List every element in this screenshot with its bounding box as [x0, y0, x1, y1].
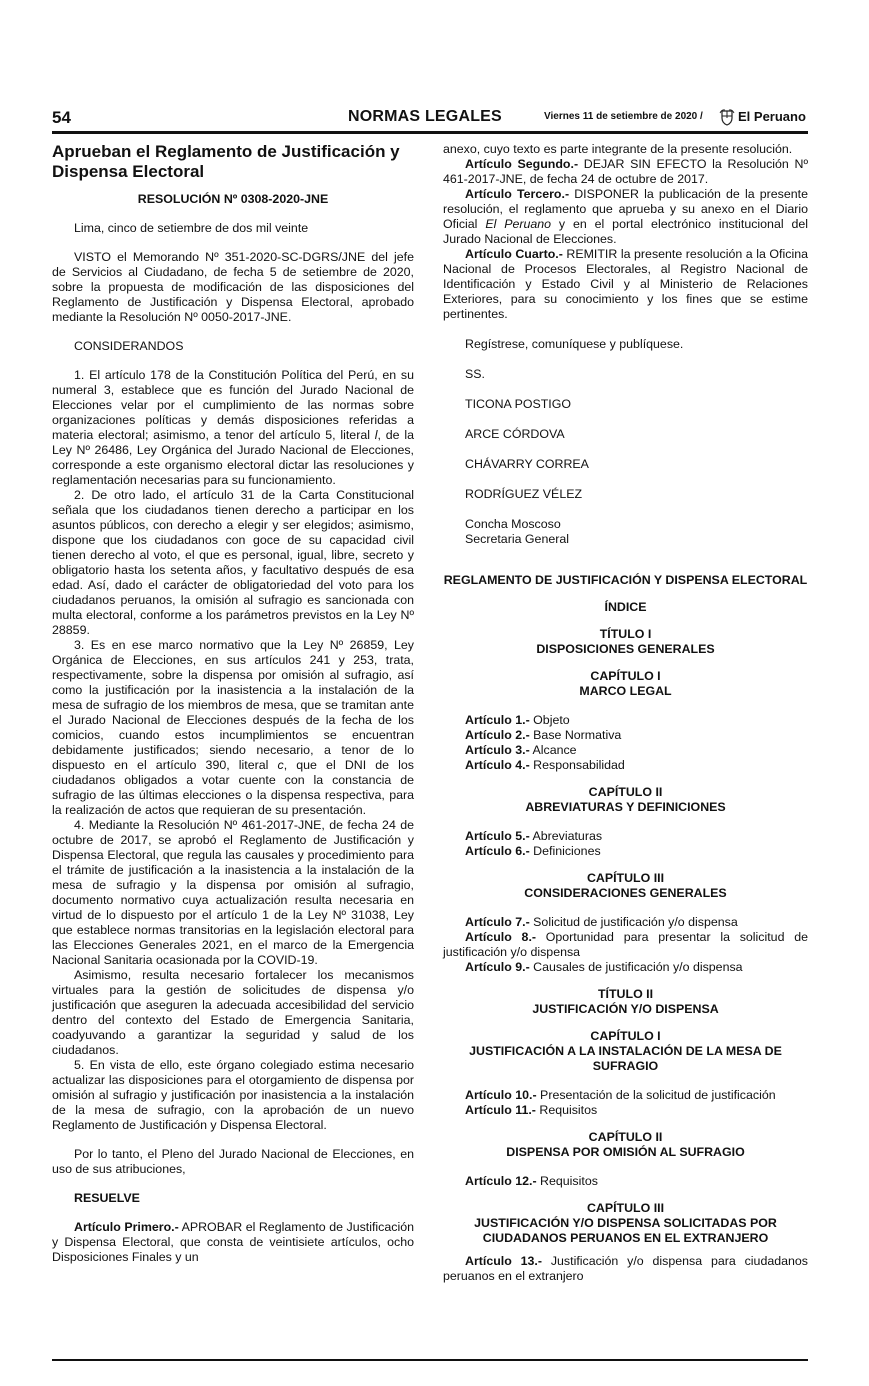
toc-article-5: Artículo 5.- Abreviaturas	[465, 829, 603, 843]
regulation-title: REGLAMENTO DE JUSTIFICACIÓN Y DISPENSA ELECTORAL	[443, 573, 808, 587]
considerando-1: 1. El artículo 178 de la Constitución Política del Perú, en su numeral 3, establece que es función del Jurado Nacional de Elecciones velar por el cumplimiento de las normas sobre organizaciones políticas y demás disposiciones referidas a materia electoral; asimismo, a tenor del artículo 5, literal l, de la Ley Nº 26486, Ley Orgánica del Jurado Nacional de Elecciones, corresponde a este organismo electoral dictar las resoluciones y reglamentación necesarias para su funcionamiento.	[52, 368, 414, 487]
toc-article-8: Artículo 8.- Oportunidad para presentar la solicitud de justificación y/o dispensa	[443, 930, 808, 959]
toc-article-6: Artículo 6.- Definiciones	[465, 844, 601, 858]
title-2-chapter-1-label: CAPÍTULO I	[590, 1029, 661, 1043]
toc-article-11: Artículo 11.- Requisitos	[465, 1103, 598, 1117]
section-title: NORMAS LEGALES	[348, 108, 502, 125]
article-second: Artículo Segundo.- DEJAR SIN EFECTO la Resolución Nº 461-2017-JNE, de fecha 24 de octubre de 2017.	[443, 157, 808, 186]
registrese-line: Regístrese, comuníquese y publíquese.	[465, 337, 684, 351]
index-heading: ÍNDICE	[604, 600, 647, 614]
title-1-name: DISPOSICIONES GENERALES	[536, 642, 715, 656]
secretary-name: Concha Moscoso	[465, 517, 561, 531]
article-first: Artículo Primero.- APROBAR el Reglamento de Justificación y Dispensa Electoral, que consta de veintisiete artículos, ocho Disposiciones Finales y un	[52, 1220, 414, 1264]
title-2-chapter-2-label: CAPÍTULO II	[588, 1130, 663, 1144]
resolution-number: RESOLUCIÓN Nº 0308-2020-JNE	[137, 192, 329, 206]
page-number: 54	[52, 108, 71, 127]
signatory-3: CHÁVARRY CORREA	[465, 457, 589, 471]
toc-article-1: Artículo 1.- Objeto	[465, 713, 570, 727]
article-title: Aprueban el Reglamento de Justificación y Dispensa Electoral	[52, 142, 400, 181]
secretary-title: Secretaria General	[465, 532, 569, 546]
chapter-1-label: CAPÍTULO I	[590, 669, 661, 683]
toc-article-7: Artículo 7.- Solicitud de justificación y/o dispensa	[465, 915, 738, 929]
considerandos-heading: CONSIDERANDOS	[74, 339, 184, 353]
chapter-3-name: CONSIDERACIONES GENERALES	[524, 886, 727, 900]
article-first-continued: anexo, cuyo texto es parte integrante de la presente resolución.	[443, 142, 793, 156]
visto-paragraph: VISTO el Memorando Nº 351-2020-SC-DGRS/JNE del jefe de Servicios al Ciudadano, de fecha 5 de setiembre de 2020, sobre la propuesta de modificación de las disposiciones del Reglamento de Justificación y Dispensa Electoral, aprobado mediante la Resolución Nº 0050-2017-JNE.	[52, 250, 414, 324]
title-2-chapter-2-name: DISPENSA POR OMISIÓN AL SUFRAGIO	[506, 1145, 745, 1159]
chapter-2-label: CAPÍTULO II	[588, 785, 663, 799]
ss-line: SS.	[465, 367, 485, 381]
toc-article-4: Artículo 4.- Responsabilidad	[465, 758, 625, 772]
toc-article-13: Artículo 13.- Justificación y/o dispensa para ciudadanos peruanos en el extranjero	[443, 1254, 808, 1283]
left-column	[52, 142, 414, 1265]
article-third: Artículo Tercero.- DISPONER la publicación de la presente resolución, el reglamento que aprueba y su anexo en el Diario Oficial El Peruano y en el portal electrónico institucional del Jurado Nacional de Elecciones.	[443, 187, 808, 246]
toc-article-12: Artículo 12.- Requisitos	[465, 1174, 598, 1188]
signatory-1: TICONA POSTIGO	[465, 397, 572, 411]
title-2-name: JUSTIFICACIÓN Y/O DISPENSA	[532, 1002, 719, 1016]
toc-article-2: Artículo 2.- Base Normativa	[465, 728, 622, 742]
considerando-4b: Asimismo, resulta necesario fortalecer los mecanismos virtuales para la gestión de solicitudes de dispensa y/o justificación que aseguren la adecuada accesibilidad del servicio dentro del contexto del Estado de Emergencia Sanitaria, coadyuvando a garantizar la seguridad y salud de los ciudadanos.	[52, 968, 414, 1057]
title-2-chapter-3-label: CAPÍTULO III	[586, 1201, 665, 1215]
toc-article-3: Artículo 3.- Alcance	[465, 743, 577, 757]
title-2-chapter-1-name: JUSTIFICACIÓN A LA INSTALACIÓN DE LA MESA DE SUFRAGIO	[469, 1044, 782, 1073]
chapter-3-label: CAPÍTULO III	[586, 871, 665, 885]
title-2-label: TÍTULO II	[597, 987, 654, 1001]
title-1-label: TÍTULO I	[599, 627, 652, 641]
right-column	[443, 142, 808, 1284]
issue-date: Viernes 11 de setiembre de 2020 /	[544, 111, 703, 122]
place-date: Lima, cinco de setiembre de dos mil veinte	[74, 221, 309, 235]
chapter-2-name: ABREVIATURAS Y DEFINICIONES	[525, 800, 726, 814]
toc-article-9: Artículo 9.- Causales de justificación y/o dispensa	[465, 960, 743, 974]
chapter-1-name: MARCO LEGAL	[579, 684, 672, 698]
por-tanto-paragraph: Por lo tanto, el Pleno del Jurado Nacional de Elecciones, en uso de sus atribuciones,	[52, 1147, 414, 1176]
toc-article-10: Artículo 10.- Presentación de la solicitud de justificación	[465, 1088, 776, 1102]
footer-rule	[52, 1359, 808, 1361]
signatory-4: RODRÍGUEZ VÉLEZ	[465, 487, 583, 501]
title-2-chapter-3-name: JUSTIFICACIÓN Y/O DISPENSA SOLICITADAS POR CIUDADANOS PERUANOS EN EL EXTRANJERO	[474, 1216, 777, 1245]
article-fourth: Artículo Cuarto.- REMITIR la presente resolución a la Oficina Nacional de Procesos Electorales, al Registro Nacional de Identificación y Estado Civil y al Ministerio de Relaciones Exteriores, para su conocimiento y los fines que se estime pertinentes.	[443, 247, 808, 321]
considerando-3: 3. Es en ese marco normativo que la Ley Nº 26859, Ley Orgánica de Elecciones, en sus artículos 241 y 253, trata, respectivamente, sobre la dispensa por omisión al sufragio, así como la justificación por la inasistencia a la instalación de la mesa de sufragio de los miembros de mesa, que se tramitan ante el Jurado Nacional de Elecciones después de la fecha de los comicios, cuando estos incumplimientos se encuentran debidamente justificados; siendo necesario, a tenor de lo dispuesto en el artículo 390, literal c, que el DNI de los ciudadanos obligados a votar cuente con la constancia de sufragio de las últimas elecciones o la dispensa respectiva, para la realización de actos que requieran de su presentación.	[52, 638, 415, 817]
resuelve-heading: RESUELVE	[74, 1191, 140, 1205]
considerando-5: 5. En vista de ello, este órgano colegiado estima necesario actualizar las disposiciones para el otorgamiento de dispensa por omisión al sufragio y justificación por inasistencia a la instalación de la mesa de sufragio, con la aprobación de un nuevo Reglamento de Justificación y Dispensa Electoral.	[52, 1058, 414, 1132]
newspaper-name: El Peruano	[738, 109, 806, 124]
page-header	[52, 108, 808, 130]
considerando-4: 4. Mediante la Resolución Nº 461-2017-JNE, de fecha 24 de octubre de 2017, se aprobó el Reglamento de Justificación y Dispensa Electoral, que regula las causales y procedimiento para el trámite de justificación a la inasistencia a la instalación de la mesa de sufragio y la dispensa por omisión al sufragio, documento normativo cuya actualización resulta necesaria en virtud de lo dispuesto por el artículo 1 de la Ley Nº 31038, Ley que establece normas transitorias en la legislación electoral para las Elecciones Generales 2021, en el marco de la Emergencia Nacional Sanitaria ocasionada por la COVID-19.	[52, 818, 414, 967]
considerando-2: 2. De otro lado, el artículo 31 de la Carta Constitucional señala que los ciudadanos tienen derecho a participar en los asuntos públicos, con derecho a elegir y ser elegidos; asimismo, dispone que los ciudadanos con goce de su capacidad civil tienen derecho al voto, el que es personal, igual, libre, secreto y obligatorio hasta los setenta años, y facultativo después de esa edad. Así, dado el carácter de obligatoriedad del voto para los ciudadanos peruanos, la omisión al sufragio es sancionada con multa electoral, conforme a los parámetros previstos en la Ley Nº 28859.	[52, 488, 414, 637]
signatory-2: ARCE CÓRDOVA	[465, 427, 565, 441]
header-rule	[52, 131, 808, 134]
coat-of-arms-icon	[719, 108, 735, 126]
